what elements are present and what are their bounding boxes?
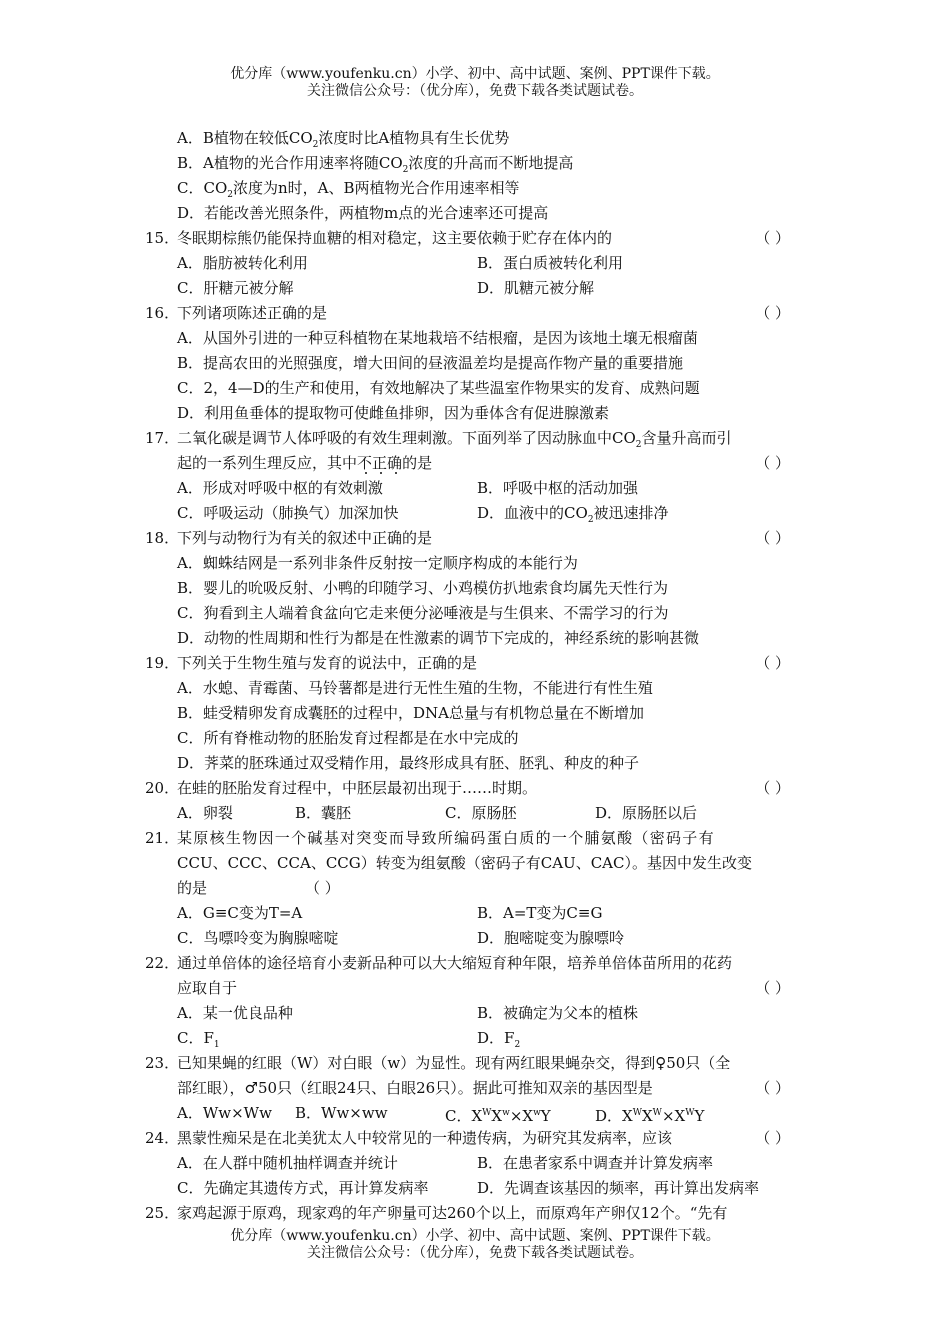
q17-options-cd: C．呼吸运动（肺换气）加深加快 D．血液中的$CO_2$被迅速排净 (177, 504, 669, 525)
q18-stem: 18．下列与动物行为有关的叙述中正确的是 （ ） (145, 526, 810, 551)
q15-stem: 15．冬眠期棕熊仍能保持血糖的相对稳定，这主要依赖于贮存在体内的 （ ） (145, 226, 810, 251)
q16-option-c: C．2，4—D的生产和使用，有效地解决了某些温室作物果实的发育、成熟问题 (177, 379, 700, 397)
q24-stem: 24．黑蒙性痴呆是在北美犹太人中较常见的一种遗传病，为研究其发病率，应该 （ ） (145, 1126, 810, 1151)
answer-paren: （ ） (755, 1079, 790, 1097)
q24-options-ab: A．在人群中随机抽样调查并统计 B．在患者家系中调查并计算发病率 (177, 1154, 714, 1172)
page-header (0, 66, 950, 100)
answer-paren: （ ） (755, 654, 790, 672)
answer-paren: （ ） (755, 454, 790, 472)
q21-options-cd: C．鸟嘌呤变为胸腺嘧啶 D．胞嘧啶变为腺嘌呤 (177, 929, 625, 947)
q21-stem-2: CCU、CCC、CCA、CCG）转变为组氨酸（密码子有CAU、CAC）。基因中发生改变 (177, 854, 752, 872)
answer-paren: （ ） (755, 979, 790, 997)
q19-option-a: A．水螅、青霉菌、马铃薯都是进行无性生殖的生物，不能进行有性生殖 (177, 679, 653, 697)
q22-options-ab: A．某一优良品种 B．被确定为父本的植株 (177, 1004, 639, 1022)
q14-option-d: D．若能改善光照条件，两植物m点的光合速率还可提高 (177, 204, 549, 222)
q21-options-ab: A．G≡C变为T=A B．A=T变为C≡G (177, 904, 603, 922)
q23-stem-1: 23．已知果蝇的红眼（W）对白眼（w）为显性。现有两红眼果蝇杂交，得到♀50只（全 (145, 1054, 731, 1072)
q16-option-b: B．提高农田的光照强度，增大田间的昼液温差均是提高作物产量的重要措施 (177, 354, 684, 372)
q21-stem-1: 21．某原核生物因一个碱基对突变而导致所编码蛋白质的一个脯氨酸（密码子有 (145, 829, 715, 847)
q18-option-a: A．蜘蛛结网是一系列非条件反射按一定顺序构成的本能行为 (177, 554, 578, 572)
q25-stem: 25．家鸡起源于原鸡，现家鸡的年产卵量可达260个以上，而原鸡年产卵仅12个。“先有 (145, 1204, 728, 1222)
answer-paren: （ ） (755, 229, 790, 247)
answer-paren: （ ） (305, 879, 340, 897)
q18-option-b: B．婴儿的吮吸反射、小鸭的印随学习、小鸡模仿扒地索食均属先天性行为 (177, 579, 669, 597)
q21-stem-3: 的是 （ ） (145, 876, 810, 901)
header-line-2: 关注微信公众号：（优分库），免费下载各类试题试卷。 (307, 83, 643, 99)
q19-option-c: C．所有脊椎动物的胚胎发育过程都是在水中完成的 (177, 729, 519, 747)
footer-line-1: 优分库（www.youfenku.cn）小学、初中、高中试题、案例、PPT课件下载。 (230, 1228, 720, 1244)
answer-paren: （ ） (755, 304, 790, 322)
q19-stem: 19．下列关于生物生殖与发育的说法中，正确的是 （ ） (145, 651, 810, 676)
answer-paren: （ ） (755, 529, 790, 547)
q23-options: A．Ww×Ww B．Ww×ww C．$X^WX^w\times X^wY$ D．$X^WX^W\times X^WY$ (177, 1104, 705, 1125)
q20-stem: 20．在蛙的胚胎发育过程中，中胚层最初出现于……时期。 （ ） (145, 776, 810, 801)
q16-option-d: D．利用鱼垂体的提取物可使雌鱼排卵，因为垂体含有促进腺激素 (177, 404, 610, 422)
q16-option-a: A．从国外引进的一种豆科植物在某地栽培不结根瘤，是因为该地土壤无根瘤菌 (177, 329, 698, 347)
q15-options-ab: A．脂肪被转化利用 B．蛋白质被转化利用 (177, 254, 624, 272)
q19-option-d: D．荠菜的胚珠通过双受精作用，最终形成具有胚、胚乳、种皮的种子 (177, 754, 640, 772)
q16-stem: 16．下列诸项陈述正确的是 （ ） (145, 301, 810, 326)
answer-paren: （ ） (755, 1129, 790, 1147)
q22-options-cd: C．$F_1$ D．$F_2$ (177, 1029, 521, 1050)
q20-options: A．卵裂 B．囊胚 C．原肠胚 D．原肠胚以后 (177, 804, 698, 822)
q14-option-c: C．$CO_2$浓度为n时，A、B两植物光合作用速率相等 (177, 179, 520, 200)
q17-options-ab: A．形成对呼吸中枢的有效刺激 B．呼吸中枢的活动加强 (177, 479, 639, 497)
q17-stem-1: 17．二氧化碳是调节人体呼吸的有效生理刺激。下面列举了因动脉血中$CO_2$含量升高而引 (145, 429, 732, 450)
q22-stem-1: 22．通过单倍体的途径培育小麦新品种可以大大缩短育种年限，培养单倍体苗所用的花药 (145, 954, 733, 972)
q18-option-d: D．动物的性周期和性行为都是在性激素的调节下完成的，神经系统的影响甚微 (177, 629, 700, 647)
q14-option-a: A．B植物在较低$CO_2$浓度时比A植物具有生长优势 (177, 129, 510, 150)
footer-line-2: 关注微信公众号：（优分库），免费下载各类试题试卷。 (307, 1245, 643, 1261)
q17-stem-2: 起的一系列生理反应，其中不正确的是 （ ） (145, 451, 810, 476)
answer-paren: （ ） (755, 779, 790, 797)
page-footer (0, 1228, 950, 1262)
exam-content (145, 126, 810, 1226)
q19-option-b: B．蛙受精卵发育成囊胚的过程中，DNA总量与有机物总量在不断增加 (177, 704, 645, 722)
q18-option-c: C．狗看到主人端着食盆向它走来便分泌唾液是与生俱来、不需学习的行为 (177, 604, 669, 622)
q24-options-cd: C．先确定其遗传方式，再计算发病率 D．先调查该基因的频率，再计算出发病率 (177, 1179, 760, 1197)
q22-stem-2: 应取自于 （ ） (145, 976, 810, 1001)
q23-stem-2: 部红眼），♂50只（红眼24只、白眼26只）。据此可推知双亲的基因型是 （ ） (145, 1076, 810, 1101)
q15-options-cd: C．肝糖元被分解 D．肌糖元被分解 (177, 279, 595, 297)
header-line-1: 优分库（www.youfenku.cn）小学、初中、高中试题、案例、PPT课件下载。 (230, 66, 720, 82)
q14-option-b: B．A植物的光合作用速率将随$CO_2$浓度的升高而不断地提高 (177, 154, 574, 175)
